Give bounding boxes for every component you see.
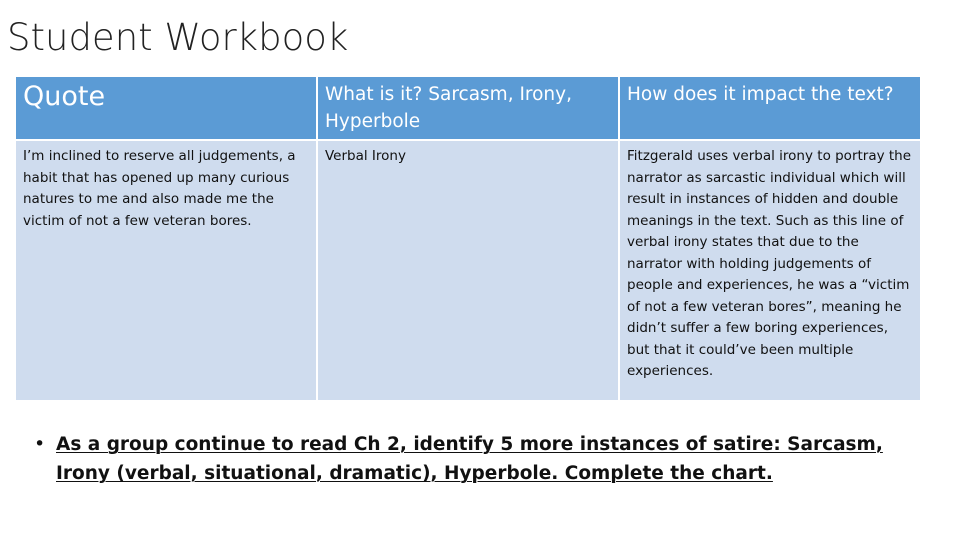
table-row (15, 140, 921, 401)
slide-title: Student Workbook (7, 16, 349, 59)
cell-device: Verbal Irony (317, 140, 619, 401)
bullet-icon: • (34, 433, 46, 455)
instruction-bullet (34, 430, 894, 488)
header-impact: How does it impact the text? (619, 76, 921, 140)
cell-quote: I’m inclined to reserve all judgements, a habit that has opened up many curious natures to me and also made me the victim of not a few veteran bores. (15, 140, 317, 401)
header-what-is-it: What is it? Sarcasm, Irony, Hyperbole (317, 76, 619, 140)
table-header-row (15, 76, 921, 140)
cell-impact: Fitzgerald uses verbal irony to portray the narrator as sarcastic individual which will result in instances of hidden and double meanings in the text. Such as this line of verbal irony states that due to the narrator with holding judgements of people and experiences, he was a “victim of not a few veteran bores”, meaning he didn’t suffer a few boring experiences, but that it could’ve been multiple experiences. (619, 140, 921, 401)
header-quote: Quote (15, 76, 317, 140)
instruction-text: As a group continue to read Ch 2, identify 5 more instances of satire: Sarcasm, Irony (verbal, situational, dramatic), Hyperbole. Complete the chart. (56, 434, 883, 484)
satire-chart-table (14, 75, 922, 402)
